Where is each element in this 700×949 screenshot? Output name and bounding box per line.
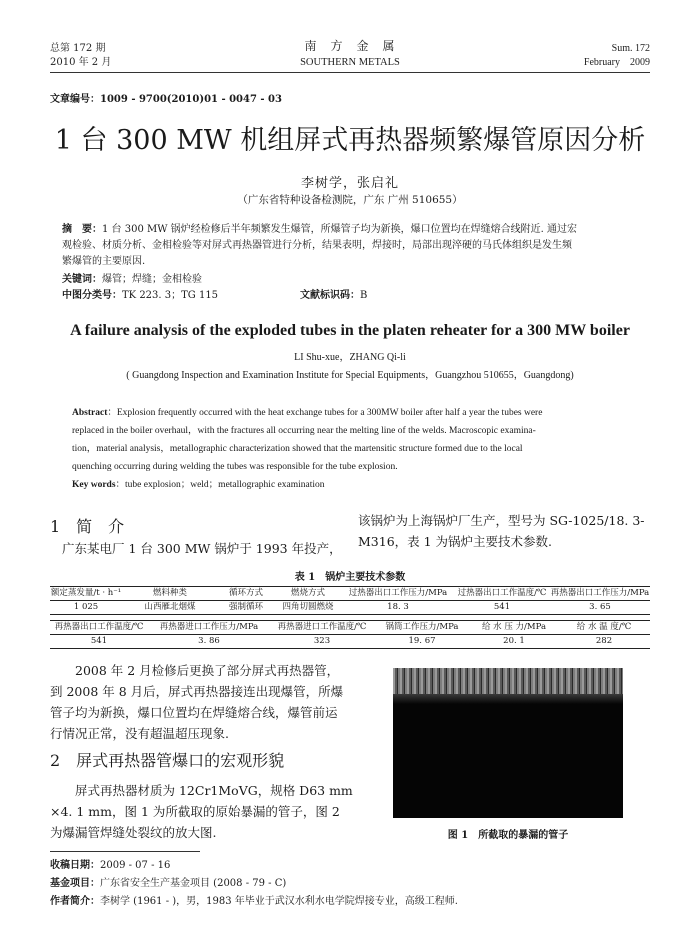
table-header-cell: 再热器进口工作温度/℃: [270, 621, 374, 635]
table-cell: 3. 65: [550, 601, 650, 615]
abstract-en-line-4: quenching occurring during welding the tubes was responsible for the tube explosion.: [72, 462, 398, 472]
author-bio: [50, 894, 458, 910]
table1-header-row-1: [50, 587, 650, 601]
table-cell: 四角切圆燃烧: [274, 601, 342, 615]
table-cell: 323: [270, 635, 374, 649]
clc-label: 中图分类号：: [62, 290, 122, 301]
keywords-en: [72, 476, 652, 494]
table1-value-row-1: [50, 601, 650, 615]
paragraph-2008: [50, 660, 360, 744]
issue-number: 总第 172 期: [50, 43, 106, 54]
figure1-top-texture: [393, 668, 623, 694]
section2-line-2: ×4. 1 mm，图 1 为所截取的原始暴漏的管子，图 2: [50, 804, 340, 819]
sum-number: Sum. 172: [611, 43, 650, 54]
table-header-cell: 锅筒工作压力/MPa: [374, 621, 470, 635]
abstract-cn: [62, 222, 652, 270]
para-line-3: 管子均为新换，爆口位置均在焊缝熔合线，爆管前运: [50, 705, 338, 720]
table-cell: 20. 1: [470, 635, 558, 649]
section1-right-line-1: 该锅炉为上海锅炉厂生产，型号为 SG-1025/18. 3-: [358, 513, 645, 528]
keywords-cn-label: 关键词：: [62, 274, 102, 285]
title-en: A failure analysis of the exploded tubes in the platen reheater for a 300 MW boiler: [70, 322, 630, 339]
table-header-cell: 再热器出口工作压力/MPa: [550, 587, 650, 601]
table1-upper: [50, 586, 650, 615]
keywords-cn-text: 爆管；焊缝；金相检验: [102, 274, 202, 285]
table1-header-row-2: [50, 621, 650, 635]
section1-left-line: 广东某电厂 1 台 300 MW 锅炉于 1993 年投产，: [62, 541, 342, 556]
fund-text: 广东省安全生产基金项目 (2008 - 79 - C): [100, 878, 287, 889]
keywords-en-text: ：tube explosion；weld；metallographic examination: [115, 480, 325, 490]
table-header-cell: 给 水 温 度/℃: [558, 621, 650, 635]
footnote-rule: [50, 851, 200, 852]
table-cell: 3. 86: [148, 635, 270, 649]
table1-value-row-2: [50, 635, 650, 649]
table-header-cell: 燃烧方式: [274, 587, 342, 601]
section1-right-line-2: M316，表 1 为锅炉主要技术参数.: [358, 534, 553, 549]
table1-caption: 表 1 锅炉主要技术参数: [294, 572, 406, 583]
para-line-2: 到 2008 年 8 月后，屏式再热器接连出现爆管，所爆: [50, 684, 344, 699]
section1-right-text: [358, 510, 653, 552]
table-cell: 541: [50, 635, 148, 649]
doc-code-label: 文献标识码：: [300, 290, 360, 301]
table-header-cell: 额定蒸发量/t · h⁻¹: [50, 587, 122, 601]
journal-name-en: SOUTHERN METALS: [300, 57, 400, 68]
table-header-cell: 燃料种类: [122, 587, 218, 601]
received-date: [50, 858, 170, 874]
figure1-gradient: [393, 694, 623, 704]
section2-line-3: 为爆漏管焊缝处裂纹的放大图.: [50, 825, 217, 840]
table-cell: 1 025: [50, 601, 122, 615]
table1-lower: [50, 620, 650, 649]
abstract-cn-line-3: 繁爆管的主要原因.: [62, 256, 146, 267]
authors-cn: 李树学，张启礼: [300, 176, 399, 191]
table-header-cell: 再热器进口工作压力/MPa: [148, 621, 270, 635]
table-header-cell: 给 水 压 力/MPa: [470, 621, 558, 635]
keywords-en-label: Key words: [72, 480, 116, 490]
table-cell: 19. 67: [374, 635, 470, 649]
table-header-cell: 过热器出口工作压力/MPa: [342, 587, 454, 601]
doc-code-text: B: [360, 290, 368, 301]
clc-number: [62, 288, 218, 304]
received-label: 收稿日期：: [50, 860, 100, 871]
author-bio-text: 李树学 (1961 - )，男，1983 年毕业于武汉水利水电学院焊接专业，高级工程师.: [100, 896, 458, 907]
para-line-4: 行情况正常，没有超温超压现象.: [50, 726, 229, 741]
table-cell: 541: [454, 601, 550, 615]
section2-heading: 2 屏式再热器管爆口的宏观形貌: [50, 751, 285, 770]
title-cn: 1 台 300 MW 机组屏式再热器频繁爆管原因分析: [54, 125, 646, 156]
table-header-cell: 循环方式: [218, 587, 274, 601]
abstract-en-line-2: replaced in the boiler overhaul，with the fractures all occurring near the melting line of the welds. Macroscopic examina-: [72, 426, 536, 436]
abstract-cn-line-1: 摘 要：1 台 300 MW 锅炉经检修后半年频繁发生爆管，所爆管子均为新换，爆口位置均在焊缝熔合线附近. 通过宏: [62, 224, 578, 235]
fund-project: [50, 876, 286, 892]
abstract-en-label: Abstract: [72, 408, 108, 418]
issue-date-en: February 2009: [583, 57, 650, 68]
affiliation-cn: （广东省特种设备检测院，广东 广州 510655）: [237, 194, 463, 206]
header-rule: [50, 72, 650, 73]
abstract-cn-line-2: 观检验、材质分析、金相检验等对屏式再热器管进行分析，结果表明，焊接时，局部出现淬硬的马氏体组织是发生频: [62, 240, 572, 251]
table-cell: 山西雁北烟煤: [122, 601, 218, 615]
keywords-cn: [62, 272, 202, 288]
table-header-cell: 再热器出口工作温度/℃: [50, 621, 148, 635]
abstract-cn-label: 摘 要：: [62, 224, 102, 235]
section1-heading: 1 简 介: [50, 517, 125, 536]
fund-label: 基金项目：: [50, 878, 100, 889]
abstract-en-line-3: tion，material analysis，metallographic characterization showed that the martensitic structure formed due to the local: [72, 444, 523, 454]
document-code: [300, 288, 367, 304]
abstract-en-line-1: Abstract：Explosion frequently occurred with the heat exchange tubes for a 300MW boiler after half a year the tubes were: [72, 408, 543, 418]
clc-text: TK 223. 3；TG 115: [122, 290, 219, 301]
received-text: 2009 - 07 - 16: [100, 860, 171, 871]
affiliation-en: ( Guangdong Inspection and Examination Institute for Special Equipments，Guangzhou 510655，Guangdong): [126, 370, 574, 381]
journal-name-cn: 南 方 金 属: [304, 39, 396, 53]
section2-line-1: 屏式再热器材质为 12Cr1MoVG，规格 D63 mm: [75, 783, 353, 798]
para-line-1: 2008 年 2 月检修后更换了部分屏式再热器管，: [75, 663, 340, 678]
author-bio-label: 作者简介：: [50, 896, 100, 907]
article-number: 文章编号：1009 - 9700(2010)01 - 0047 - 03: [50, 94, 282, 105]
abstract-en: [72, 404, 652, 494]
figure1-caption: 图 1 所截取的暴漏的管子: [447, 830, 569, 841]
table-header-cell: 过热器出口工作温度/℃: [454, 587, 550, 601]
issue-date-cn: 2010 年 2 月: [50, 57, 112, 68]
table-cell: 18. 3: [342, 601, 454, 615]
table-cell: 强制循环: [218, 601, 274, 615]
section2-text: [50, 780, 360, 843]
authors-en: LI Shu-xue，ZHANG Qi-li: [294, 352, 406, 363]
table-cell: 282: [558, 635, 650, 649]
figure1-photo: [393, 668, 623, 818]
